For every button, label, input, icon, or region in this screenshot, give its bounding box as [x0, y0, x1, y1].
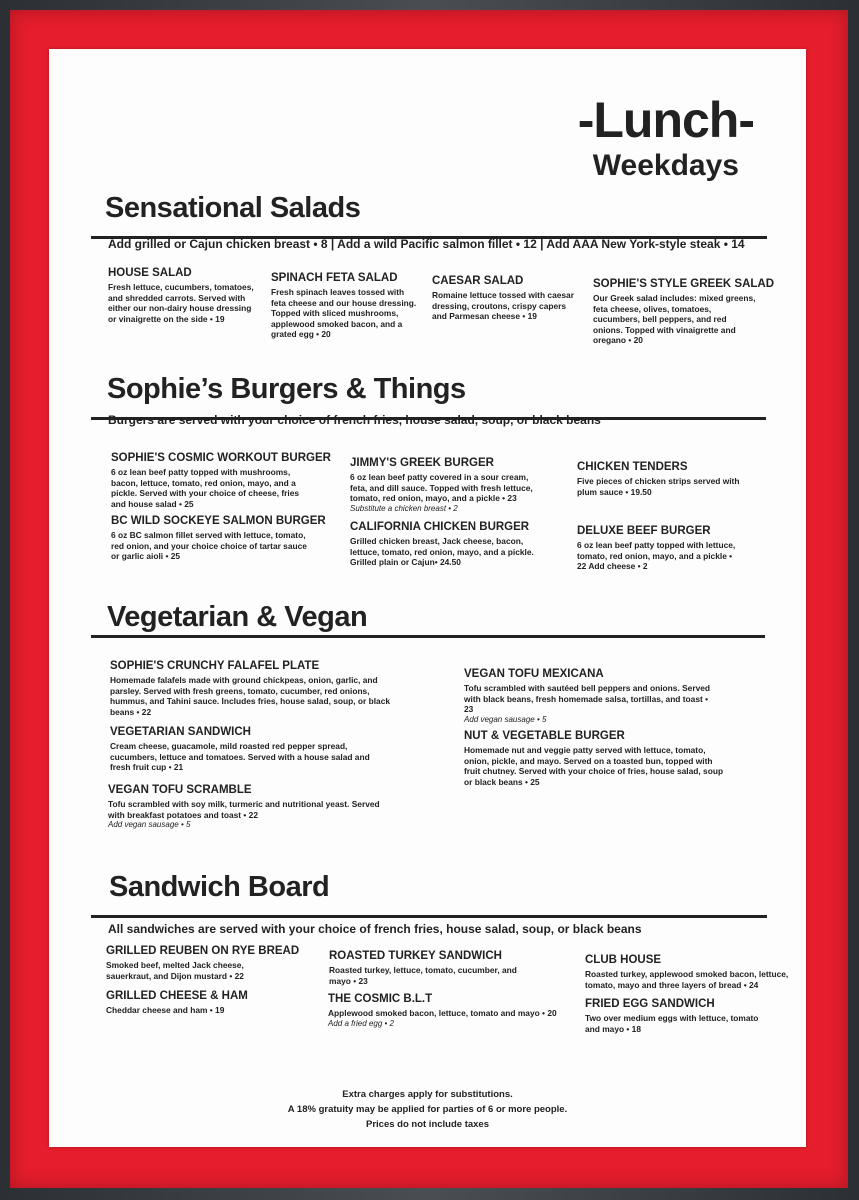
item-description: 6 oz lean beef patty topped with lettuce, tomato, red onion, mayo, and a pickle • 22 Add cheese • 2 [577, 540, 736, 571]
item-note: Add vegan sausage • 5 [108, 820, 191, 829]
menu-subtitle: Weekdays [592, 149, 739, 182]
menu-item [106, 945, 300, 981]
burgers-subtitle: Burgers are served with your choice of french fries, house salad, soup, or black beans [108, 413, 601, 427]
item-name: CALIFORNIA CHICKEN BURGER [350, 521, 530, 533]
menu-page [49, 49, 806, 1147]
menu-item [350, 457, 540, 514]
item-description: Fresh lettuce, cucumbers, tomatoes, and shredded carrots. Served with either our non-dairy house dressing or vinaigrette on the side • 19 [108, 282, 254, 324]
menu-title: -Lunch- [577, 92, 754, 148]
item-description: Applewood smoked bacon, lettuce, tomato and mayo • 20 [328, 1008, 557, 1018]
item-description: Homemade nut and veggie patty served with lettuce, tomato, onion, pickle, and mayo. Served on a toasted bun, topped with fruit chutney. Served with your choice of fries, house salad, soup or black beans • 25 [464, 745, 724, 787]
menu-item [271, 272, 419, 340]
menu-item [111, 515, 326, 562]
sandwiches-divider [91, 915, 767, 918]
burgers-title: Sophie’s Burgers & Things [107, 373, 466, 405]
item-name: HOUSE SALAD [108, 267, 192, 279]
item-description: 6 oz BC salmon fillet served with lettuce, tomato, red onion, and your choice choice of tartar sauce or garlic aioli • 25 [111, 530, 307, 561]
menu-item [350, 521, 540, 568]
item-name: CLUB HOUSE [585, 954, 662, 966]
menu-item [328, 993, 558, 1029]
menu-item [577, 525, 742, 572]
salads-title: Sensational Salads [105, 192, 361, 224]
item-name: THE COSMIC B.L.T [328, 993, 433, 1005]
item-description: Cream cheese, guacamole, mild roasted red pepper spread, cucumbers, lettuce and tomatoes. Served with a house salad and fresh fruit cup • 21 [110, 741, 370, 772]
menu-item [464, 668, 719, 725]
menu-footer [49, 1087, 806, 1132]
menu-item [585, 954, 795, 990]
sandwiches-subtitle: All sandwiches are served with your choice of french fries, house salad, soup, or black beans [108, 922, 642, 936]
menu-item [110, 660, 400, 717]
item-note: Add a fried egg • 2 [328, 1018, 394, 1028]
item-description: Romaine lettuce tossed with caesar dressing, croutons, crispy capers and Parmesan cheese • 19 [432, 290, 574, 321]
item-description: Five pieces of chicken strips served with plum sauce • 19.50 [577, 476, 740, 497]
item-name: SOPHIE'S STYLE GREEK SALAD [593, 278, 775, 290]
menu-item [108, 267, 258, 324]
item-name: FRIED EGG SANDWICH [585, 998, 715, 1010]
item-description: 6 oz lean beef patty topped with mushrooms, bacon, lettuce, tomato, red onion, mayo, and a pickle. Served with your choice of cheese, fries and house salad • 25 [111, 467, 300, 509]
item-name: CAESAR SALAD [432, 275, 524, 287]
footer-taxes: Prices do not include taxes [365, 1119, 489, 1130]
menu-item [577, 461, 752, 497]
menu-item [432, 275, 577, 322]
item-description: Fresh spinach leaves tossed with feta cheese and our house dressing. Topped with sliced mushrooms, applewood smoked bacon, and a grated egg • 20 [271, 287, 417, 339]
item-name: GRILLED REUBEN ON RYE BREAD [106, 945, 300, 957]
menu-item [106, 990, 276, 1016]
item-name: NUT & VEGETABLE BURGER [464, 730, 625, 742]
item-description: Roasted turkey, applewood smoked bacon, lettuce, tomato, mayo and three layers of bread • 24 [585, 969, 789, 990]
menu-item [111, 452, 331, 509]
item-description: Homemade falafels made with ground chickpeas, onion, garlic, and parsley. Served with fresh greens, tomato, cucumber, red onions, hummus, and Tahini sauce. Includes fries, house salad, soup, or black beans • 22 [110, 675, 391, 717]
menu-item [110, 726, 390, 773]
item-name: VEGAN TOFU SCRAMBLE [108, 784, 252, 796]
menu-item [593, 278, 775, 346]
item-name: SPINACH FETA SALAD [271, 272, 398, 284]
salads-subtitle: Add grilled or Cajun chicken breast • 8 | Add a wild Pacific salmon fillet • 12 | Add AAA New York-style steak • 14 [108, 237, 745, 251]
menu-heading [578, 93, 754, 183]
footer-gratuity: A 18% gratuity may be applied for parties of 6 or more people. [287, 1104, 568, 1115]
item-description: Two over medium eggs with lettuce, tomato and mayo • 18 [585, 1013, 759, 1034]
menu-item [464, 730, 729, 787]
vegetarian-title: Vegetarian & Vegan [107, 601, 368, 633]
item-name: CHICKEN TENDERS [577, 461, 688, 473]
item-description: Tofu scrambled with sautéed bell peppers and onions. Served with black beans, fresh homemade salsa, tortillas, and toast • 23 [464, 683, 711, 714]
item-name: ROASTED TURKEY SANDWICH [329, 950, 502, 962]
menu-item [329, 950, 519, 986]
menu-item [585, 998, 775, 1034]
item-description: Grilled chicken breast, Jack cheese, bacon, lettuce, tomato, red onion, mayo, and a pickle. Grilled plain or Cajun• 24.50 [350, 536, 534, 567]
item-name: GRILLED CHEESE & HAM [106, 990, 248, 1002]
item-name: VEGAN TOFU MEXICANA [464, 668, 604, 680]
sandwiches-title: Sandwich Board [109, 871, 330, 903]
item-description: Roasted turkey, lettuce, tomato, cucumber, and mayo • 23 [329, 965, 517, 986]
item-description: Cheddar cheese and ham • 19 [106, 1005, 225, 1015]
footer-substitutions: Extra charges apply for substitutions. [342, 1089, 513, 1100]
item-name: BC WILD SOCKEYE SALMON BURGER [111, 515, 326, 527]
item-description: 6 oz lean beef patty covered in a sour cream, feta, and dill sauce. Topped with fresh lettuce, tomato, red onion, mayo, and a pickle • 23 [350, 472, 533, 503]
menu-item [108, 784, 398, 830]
item-name: JIMMY'S GREEK BURGER [350, 457, 494, 469]
vegetarian-divider [91, 635, 765, 638]
item-description: Smoked beef, melted Jack cheese, sauerkraut, and Dijon mustard • 22 [106, 960, 244, 981]
item-name: VEGETARIAN SANDWICH [110, 726, 251, 738]
item-note: Substitute a chicken breast • 2 [350, 503, 458, 513]
item-description: Tofu scrambled with soy milk, turmeric and nutritional yeast. Served with breakfast potatoes and toast • 22 [108, 799, 380, 820]
item-note: Add vegan sausage • 5 [464, 714, 547, 724]
item-description: Our Greek salad includes: mixed greens, feta cheese, olives, tomatoes, cucumbers, bell peppers, and red onions. Topped with vinaigrette and oregano • 20 [593, 293, 756, 345]
item-name: SOPHIE'S CRUNCHY FALAFEL PLATE [110, 660, 320, 672]
item-name: DELUXE BEEF BURGER [577, 525, 711, 537]
item-name: SOPHIE'S COSMIC WORKOUT BURGER [111, 452, 331, 464]
